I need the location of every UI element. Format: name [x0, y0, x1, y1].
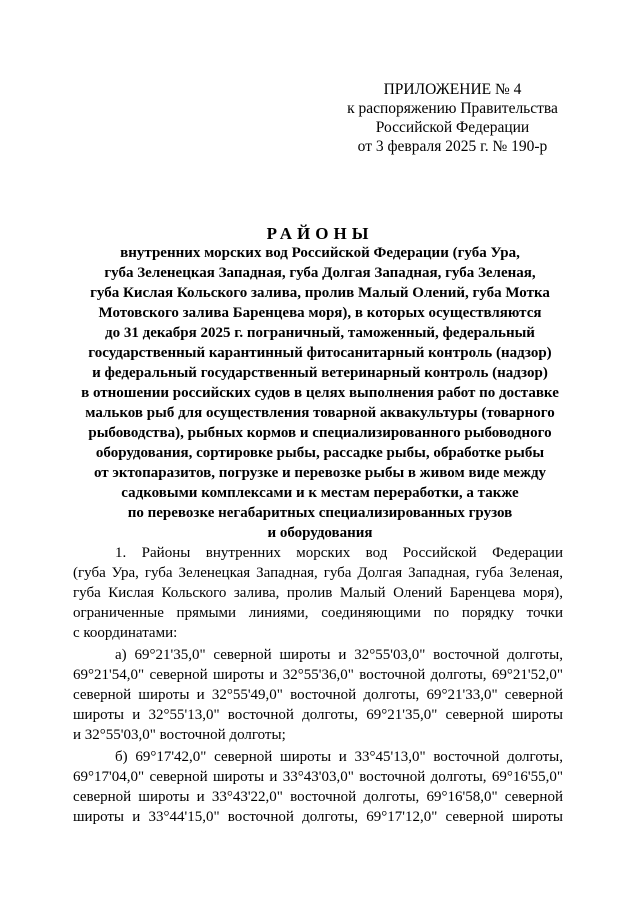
- paragraph-1: [73, 543, 563, 643]
- subtitle-line: мальков рыб для осуществления товарной аквакультуры (товарного: [85, 405, 555, 421]
- paragraph-line: северной широты и 33°43'22,0" восточной долготы, 69°16'58,0" северной: [73, 789, 563, 805]
- subtitle-line: Мотовского залива Баренцева моря), в которых осуществляются: [98, 305, 542, 321]
- item-b: [73, 747, 563, 827]
- subtitle-line: губа Зеленецкая Западная, губа Долгая Западная, губа Зеленая,: [104, 265, 536, 281]
- paragraph-line: а) 69°21'35,0" северной широты и 32°55'03,0" восточной долготы,: [115, 647, 563, 663]
- document-body: [73, 543, 563, 827]
- document-title: РАЙОНЫ: [266, 224, 374, 243]
- subtitle-line: и оборудования: [267, 525, 373, 541]
- subtitle-line: и федеральный государственный ветеринарный контроль (надзор): [92, 365, 548, 381]
- paragraph-line: широты и 33°44'15,0" восточной долготы, 69°17'12,0" северной широты: [73, 809, 563, 825]
- subtitle-line: государственный карантинный фитосанитарный контроль (надзор): [88, 345, 552, 361]
- subtitle-line: рыбоводства), рыбных кормов и специализированного рыбоводного: [88, 425, 552, 441]
- subtitle-line: внутренних морских вод Российской Федерации (губа Ура,: [120, 245, 520, 261]
- annex-header: [330, 80, 575, 156]
- document-subtitle: [60, 243, 580, 543]
- subtitle-line: губа Кислая Кольского залива, пролив Малый Олений, губа Мотка: [90, 285, 550, 301]
- subtitle-line: садковыми комплексами и к местам переработки, а также: [121, 485, 519, 501]
- item-a: [73, 645, 563, 745]
- paragraph-line: и 32°55'03,0" восточной долготы;: [73, 727, 286, 743]
- annex-line-date: от 3 февраля 2025 г. № 190-р: [357, 138, 548, 155]
- paragraph-line: 1. Районы внутренних морских вод Российской Федерации: [115, 545, 563, 561]
- paragraph-line: широты и 32°55'13,0" восточной долготы, 69°21'35,0" северной широты: [73, 707, 563, 723]
- paragraph-line: (губа Ура, губа Зеленецкая Западная, губа Долгая Западная, губа Зеленая,: [73, 565, 563, 581]
- subtitle-line: от эктопаразитов, погрузке и перевозке рыбы в живом виде между: [93, 465, 547, 481]
- subtitle-line: по перевозке негабаритных специализированных грузов: [127, 505, 513, 521]
- annex-line-order: к распоряжению Правительства: [347, 100, 558, 117]
- annex-number: ПРИЛОЖЕНИЕ № 4: [383, 81, 522, 98]
- paragraph-line: 69°21'54,0" северной широты и 32°55'36,0" восточной долготы, 69°21'52,0": [73, 667, 563, 683]
- subtitle-line: до 31 декабря 2025 г. пограничный, таможенный, федеральный: [105, 325, 535, 341]
- subtitle-line: в отношении российских судов в целях выполнения работ по доставке: [81, 385, 559, 401]
- paragraph-line: северной широты и 32°55'49,0" восточной долготы, 69°21'33,0" северной: [73, 687, 563, 703]
- subtitle-line: оборудования, сортировке рыбы, рассадке рыбы, обработке рыбы: [95, 445, 545, 461]
- paragraph-line: ограниченные прямыми линиями, соединяющими по порядку точки: [73, 605, 563, 621]
- annex-line-government: Российской Федерации: [375, 119, 530, 136]
- paragraph-line: с координатами:: [73, 625, 178, 641]
- paragraph-line: 69°17'04,0" северной широты и 33°43'03,0" восточной долготы, 69°16'55,0": [73, 769, 563, 785]
- paragraph-line: б) 69°17'42,0" северной широты и 33°45'13,0" восточной долготы,: [115, 749, 563, 765]
- paragraph-line: губа Кислая Кольского залива, пролив Малый Олений Баренцева моря),: [73, 585, 563, 601]
